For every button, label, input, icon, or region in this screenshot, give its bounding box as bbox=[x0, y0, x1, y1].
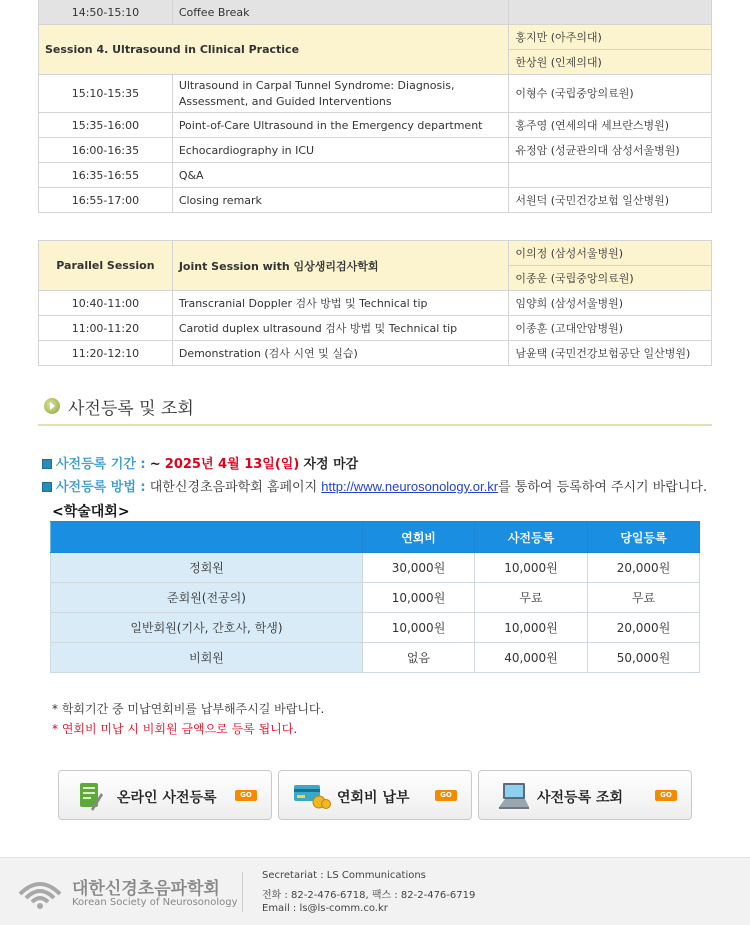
society-logo-icon bbox=[16, 872, 64, 912]
speaker-cell: 남윤택 (국민건강보험공단 일산병원) bbox=[509, 341, 712, 366]
fee-header-cell: 당일등록 bbox=[588, 522, 700, 553]
card-coins-icon bbox=[293, 783, 331, 809]
member-type: 준회원(전공의) bbox=[51, 583, 363, 613]
go-badge: GO bbox=[435, 790, 457, 801]
title-cell: Q&A bbox=[172, 163, 509, 188]
table-row bbox=[39, 75, 712, 113]
fee-cell: 30,000원 bbox=[363, 553, 475, 583]
time-cell: 16:55-17:00 bbox=[39, 188, 173, 213]
time-cell: 11:00-11:20 bbox=[39, 316, 173, 341]
org-name-en: Korean Society of Neurosonology bbox=[72, 897, 238, 908]
section-heading bbox=[38, 392, 712, 426]
phone-text: 전화 : 82-2-476-6718, 팩스 : 82-2-476-6719 bbox=[262, 890, 476, 901]
time-cell: 11:20-12:10 bbox=[39, 341, 173, 366]
footer-divider bbox=[242, 872, 243, 912]
title-cell: Carotid duplex ultrasound 검사 방법 및 Technical tip bbox=[172, 316, 509, 341]
fee-cell: 20,000원 bbox=[588, 613, 700, 643]
speaker-cell bbox=[509, 0, 712, 25]
session-header-row bbox=[39, 241, 712, 266]
speaker-cell: 유정암 (성균관의대 삼성서울병원) bbox=[509, 138, 712, 163]
fee-header-cell: 연회비 bbox=[363, 522, 475, 553]
table-row bbox=[51, 643, 700, 673]
fee-cell: 무료 bbox=[475, 583, 588, 613]
document-pen-icon bbox=[77, 781, 103, 811]
speaker-cell: 임양희 (삼성서울병원) bbox=[509, 291, 712, 316]
speaker-cell bbox=[509, 163, 712, 188]
period-prefix: ~ bbox=[149, 457, 161, 472]
square-bullet-icon bbox=[42, 459, 52, 469]
table-row bbox=[39, 341, 712, 366]
fee-table-subtitle: <학술대회> bbox=[52, 504, 130, 520]
time-cell: 16:35-16:55 bbox=[39, 163, 173, 188]
schedule-table-parallel bbox=[38, 240, 712, 366]
fee-header-cell bbox=[51, 522, 363, 553]
period-date: 2025년 4월 13일(일) bbox=[164, 457, 300, 472]
fee-cell: 없음 bbox=[363, 643, 475, 673]
org-name: 대한신경초음파학회 bbox=[72, 879, 220, 899]
registration-method bbox=[42, 476, 707, 495]
title-cell: Echocardiography in ICU bbox=[172, 138, 509, 163]
table-row bbox=[39, 113, 712, 138]
speaker-cell: 홍주영 (연세의대 세브란스병원) bbox=[509, 113, 712, 138]
schedule-table-session4 bbox=[38, 0, 712, 213]
period-label: 사전등록 기간 : bbox=[56, 457, 146, 472]
period-suffix: 자정 마감 bbox=[303, 457, 359, 472]
fee-header-cell: 사전등록 bbox=[475, 522, 588, 553]
fee-note: * 학회기간 중 미납연회비를 납부해주시길 바랍니다. bbox=[52, 702, 325, 716]
online-register-button[interactable] bbox=[58, 770, 272, 820]
button-label: 온라인 사전등록 bbox=[117, 790, 217, 806]
table-row bbox=[39, 316, 712, 341]
title-cell: Transcranial Doppler 검사 방법 및 Technical tip bbox=[172, 291, 509, 316]
session-title: Session 4. Ultrasound in Clinical Practice bbox=[39, 25, 509, 75]
table-row bbox=[51, 613, 700, 643]
fee-table bbox=[50, 521, 700, 673]
title-cell: Point-of-Care Ultrasound in the Emergency department bbox=[172, 113, 509, 138]
section-title: 사전등록 및 조회 bbox=[68, 399, 194, 419]
time-cell: 16:00-16:35 bbox=[39, 138, 173, 163]
button-label: 연회비 납부 bbox=[337, 790, 410, 806]
time-cell: 10:40-11:00 bbox=[39, 291, 173, 316]
button-label: 사전등록 조회 bbox=[537, 790, 624, 806]
fee-cell: 20,000원 bbox=[588, 553, 700, 583]
fee-cell: 40,000원 bbox=[475, 643, 588, 673]
table-row bbox=[39, 138, 712, 163]
speaker-cell: 서원덕 (국민건강보험 일산병원) bbox=[509, 188, 712, 213]
pay-fee-button[interactable] bbox=[278, 770, 472, 820]
time-cell: 15:10-15:35 bbox=[39, 75, 173, 113]
table-row bbox=[39, 188, 712, 213]
fee-warning-note: * 연회비 미납 시 비회원 금액으로 등록 됩니다. bbox=[52, 722, 298, 736]
table-row bbox=[39, 0, 712, 25]
title-cell: Ultrasound in Carpal Tunnel Syndrome: Diagnosis, Assessment, and Guided Interventions bbox=[172, 75, 509, 113]
member-type: 일반회원(기사, 간호사, 학생) bbox=[51, 613, 363, 643]
title-cell: Closing remark bbox=[172, 188, 509, 213]
check-register-button[interactable] bbox=[478, 770, 692, 820]
fee-header-row bbox=[51, 522, 700, 553]
footer bbox=[0, 857, 750, 925]
speaker-cell: 이종훈 (고대안암병원) bbox=[509, 316, 712, 341]
fee-cell: 10,000원 bbox=[475, 553, 588, 583]
method-label: 사전등록 방법 : bbox=[56, 480, 146, 495]
session-title: Joint Session with 임상생리검사학회 bbox=[172, 241, 509, 291]
go-badge: GO bbox=[235, 790, 257, 801]
chair-cell: 홍지만 (아주의대) bbox=[509, 25, 712, 50]
table-row bbox=[51, 553, 700, 583]
chair-cell: 이종운 (국립중앙의료원) bbox=[509, 266, 712, 291]
time-cell: 15:35-16:00 bbox=[39, 113, 173, 138]
fee-cell: 10,000원 bbox=[363, 613, 475, 643]
table-row bbox=[39, 291, 712, 316]
table-row bbox=[51, 583, 700, 613]
laptop-icon bbox=[497, 781, 531, 811]
square-bullet-icon bbox=[42, 482, 52, 492]
parallel-session-label: Parallel Session bbox=[39, 241, 173, 291]
member-type: 비회원 bbox=[51, 643, 363, 673]
fee-cell: 10,000원 bbox=[475, 613, 588, 643]
method-text: 대한신경초음파학회 홈페이지 bbox=[149, 480, 318, 495]
method-text: 를 통하여 등록하여 주시기 바랍니다. bbox=[498, 480, 708, 495]
title-cell: Coffee Break bbox=[172, 0, 509, 25]
fee-cell: 50,000원 bbox=[588, 643, 700, 673]
chair-cell: 한상원 (인제의대) bbox=[509, 50, 712, 75]
member-type: 정회원 bbox=[51, 553, 363, 583]
go-badge: GO bbox=[655, 790, 677, 801]
secretariat-text: Secretariat : LS Communications bbox=[262, 870, 426, 881]
time-cell: 14:50-15:10 bbox=[39, 0, 173, 25]
homepage-link[interactable]: http://www.neurosonology.or.kr bbox=[321, 479, 499, 494]
fee-cell: 무료 bbox=[588, 583, 700, 613]
chair-cell: 이의정 (삼성서울병원) bbox=[509, 241, 712, 266]
email-text: Email : ls@ls-comm.co.kr bbox=[262, 903, 388, 914]
speaker-cell: 이형수 (국립중앙의료원) bbox=[509, 75, 712, 113]
session-header-row bbox=[39, 25, 712, 50]
circle-arrow-icon bbox=[44, 398, 60, 414]
fee-cell: 10,000원 bbox=[363, 583, 475, 613]
title-cell: Demonstration (검사 시연 및 실습) bbox=[172, 341, 509, 366]
registration-period bbox=[42, 453, 358, 472]
table-row bbox=[39, 163, 712, 188]
